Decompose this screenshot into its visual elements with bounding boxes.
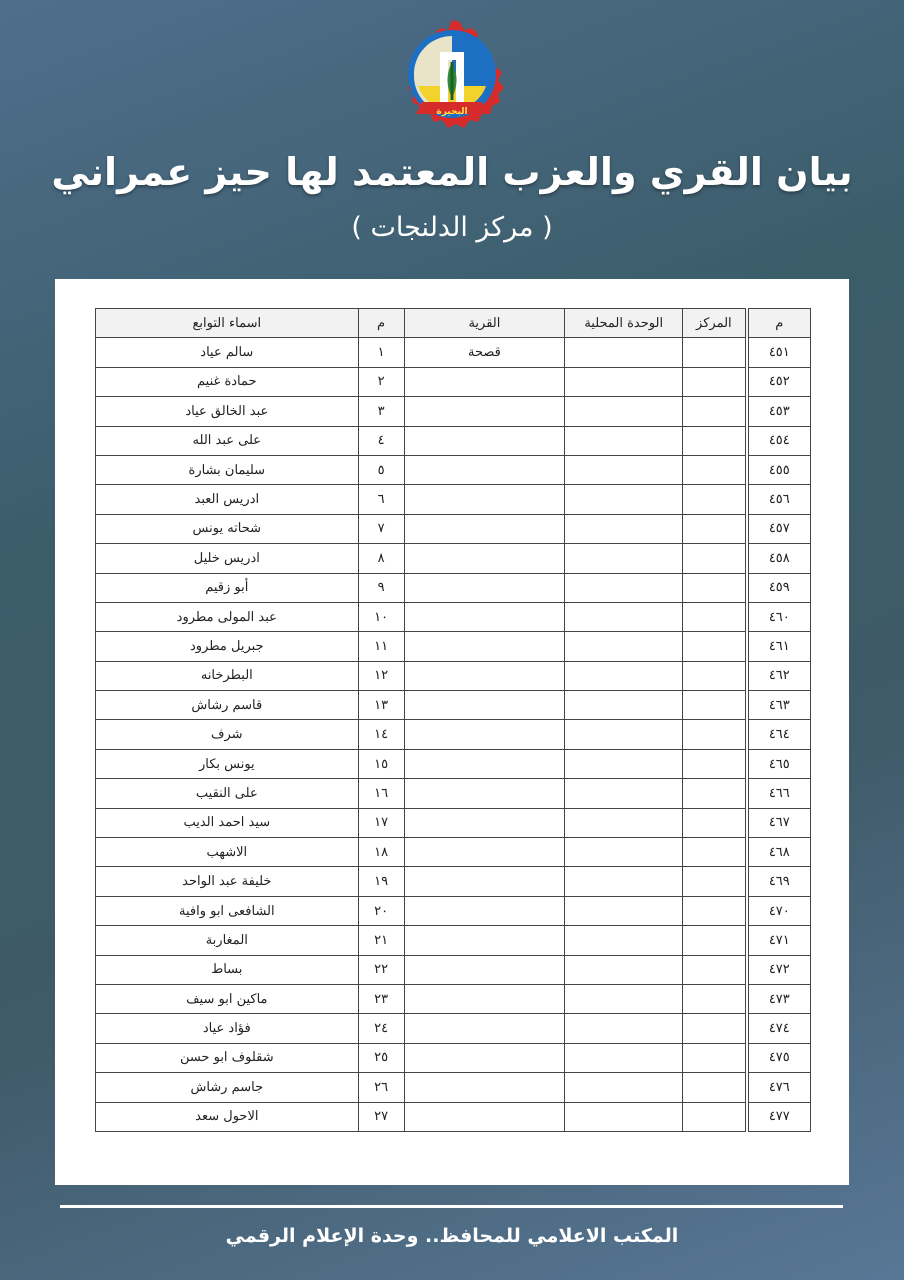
local-unit-cell xyxy=(565,1043,683,1072)
table-row xyxy=(96,632,811,661)
local-unit-cell xyxy=(565,514,683,543)
local-unit-cell xyxy=(565,367,683,396)
hamlet-cell: جبريل مطرود xyxy=(96,632,359,661)
index-cell: ٩ xyxy=(358,573,404,602)
hamlet-cell: عبد الخالق عياد xyxy=(96,397,359,426)
index-cell: ١٦ xyxy=(358,779,404,808)
footer-credit: المكتب الاعلامي للمحافظ.. وحدة الإعلام الرقمي xyxy=(225,1225,679,1247)
table-row xyxy=(96,691,811,720)
village-cell xyxy=(404,749,565,778)
serial-cell: ٤٦٨ xyxy=(747,838,811,867)
table-row xyxy=(96,1073,811,1102)
index-cell: ٢ xyxy=(358,367,404,396)
table-row xyxy=(96,1102,811,1131)
governorate-logo xyxy=(392,16,512,136)
hamlet-cell: المغاربة xyxy=(96,926,359,955)
local-unit-cell xyxy=(565,808,683,837)
village-cell: قصحة xyxy=(404,338,565,367)
table-header-row xyxy=(96,309,811,338)
hamlet-cell: ادريس العبد xyxy=(96,485,359,514)
hamlet-cell: الاشهب xyxy=(96,838,359,867)
local-unit-cell xyxy=(565,632,683,661)
table-row xyxy=(96,926,811,955)
center-cell xyxy=(683,544,747,573)
center-cell xyxy=(683,1102,747,1131)
local-unit-cell xyxy=(565,926,683,955)
table-row xyxy=(96,896,811,925)
hamlet-cell: البطرخانه xyxy=(96,661,359,690)
serial-cell: ٤٥٢ xyxy=(747,367,811,396)
table-row xyxy=(96,602,811,631)
village-cell xyxy=(404,720,565,749)
center-cell xyxy=(683,896,747,925)
center-cell xyxy=(683,1073,747,1102)
local-unit-cell xyxy=(565,602,683,631)
col-header-serial: م xyxy=(747,309,811,338)
local-unit-cell xyxy=(565,984,683,1013)
index-cell: ٥ xyxy=(358,455,404,484)
index-cell: ٢٣ xyxy=(358,984,404,1013)
center-cell xyxy=(683,808,747,837)
village-cell xyxy=(404,955,565,984)
center-cell xyxy=(683,485,747,514)
logo-text: البحيرة xyxy=(436,107,468,117)
village-cell xyxy=(404,544,565,573)
col-header-village: القرية xyxy=(404,309,565,338)
local-unit-cell xyxy=(565,1102,683,1131)
serial-cell: ٤٥٤ xyxy=(747,426,811,455)
index-cell: ٢٥ xyxy=(358,1043,404,1072)
page-title: بيان القري والعزب المعتمد لها حيز عمراني xyxy=(51,150,853,194)
serial-cell: ٤٧٤ xyxy=(747,1014,811,1043)
center-cell xyxy=(683,455,747,484)
index-cell: ١ xyxy=(358,338,404,367)
hamlet-cell: بساط xyxy=(96,955,359,984)
village-cell xyxy=(404,1102,565,1131)
page-subtitle: ( مركز الدلنجات ) xyxy=(351,212,553,243)
village-cell xyxy=(404,661,565,690)
hamlet-cell: ادريس خليل xyxy=(96,544,359,573)
hamlet-cell: يونس بكار xyxy=(96,749,359,778)
col-header-local-unit: الوحدة المحلية xyxy=(565,309,683,338)
hamlet-cell: الاحول سعد xyxy=(96,1102,359,1131)
col-header-hamlets: اسماء التوابع xyxy=(96,309,359,338)
center-cell xyxy=(683,632,747,661)
village-cell xyxy=(404,896,565,925)
serial-cell: ٤٧٣ xyxy=(747,984,811,1013)
table-row xyxy=(96,573,811,602)
col-header-index: م xyxy=(358,309,404,338)
col-header-center: المركز xyxy=(683,309,747,338)
table-row xyxy=(96,397,811,426)
center-cell xyxy=(683,955,747,984)
index-cell: ٢٦ xyxy=(358,1073,404,1102)
table-row xyxy=(96,426,811,455)
index-cell: ٧ xyxy=(358,514,404,543)
hamlet-cell: سالم عياد xyxy=(96,338,359,367)
village-cell xyxy=(404,602,565,631)
serial-cell: ٤٦٧ xyxy=(747,808,811,837)
center-cell xyxy=(683,573,747,602)
center-cell xyxy=(683,749,747,778)
local-unit-cell xyxy=(565,867,683,896)
village-cell xyxy=(404,632,565,661)
index-cell: ١٣ xyxy=(358,691,404,720)
index-cell: ٢٠ xyxy=(358,896,404,925)
local-unit-cell xyxy=(565,661,683,690)
table-row xyxy=(96,955,811,984)
index-cell: ١١ xyxy=(358,632,404,661)
village-cell xyxy=(404,838,565,867)
village-cell xyxy=(404,426,565,455)
index-cell: ٢٢ xyxy=(358,955,404,984)
index-cell: ١٢ xyxy=(358,661,404,690)
index-cell: ٨ xyxy=(358,544,404,573)
index-cell: ٣ xyxy=(358,397,404,426)
village-cell xyxy=(404,808,565,837)
table-row xyxy=(96,984,811,1013)
serial-cell: ٤٧٦ xyxy=(747,1073,811,1102)
serial-cell: ٤٥٧ xyxy=(747,514,811,543)
hamlet-cell: جاسم رشاش xyxy=(96,1073,359,1102)
local-unit-cell xyxy=(565,544,683,573)
village-cell xyxy=(404,779,565,808)
center-cell xyxy=(683,1043,747,1072)
center-cell xyxy=(683,720,747,749)
table-row xyxy=(96,338,811,367)
center-cell xyxy=(683,338,747,367)
serial-cell: ٤٦٥ xyxy=(747,749,811,778)
center-cell xyxy=(683,514,747,543)
table-row xyxy=(96,808,811,837)
table-row xyxy=(96,544,811,573)
center-cell xyxy=(683,691,747,720)
table-row xyxy=(96,1014,811,1043)
hamlet-cell: سليمان بشارة xyxy=(96,455,359,484)
village-cell xyxy=(404,867,565,896)
village-cell xyxy=(404,397,565,426)
local-unit-cell xyxy=(565,779,683,808)
local-unit-cell xyxy=(565,485,683,514)
index-cell: ٢١ xyxy=(358,926,404,955)
village-cell xyxy=(404,514,565,543)
center-cell xyxy=(683,984,747,1013)
serial-cell: ٤٥٨ xyxy=(747,544,811,573)
local-unit-cell xyxy=(565,955,683,984)
serial-cell: ٤٦١ xyxy=(747,632,811,661)
village-cell xyxy=(404,367,565,396)
index-cell: ١٨ xyxy=(358,838,404,867)
index-cell: ٤ xyxy=(358,426,404,455)
index-cell: ١٧ xyxy=(358,808,404,837)
hamlet-cell: سيد احمد الديب xyxy=(96,808,359,837)
local-unit-cell xyxy=(565,573,683,602)
hamlet-cell: قاسم رشاش xyxy=(96,691,359,720)
hamlet-cell: الشافعى ابو وافية xyxy=(96,896,359,925)
center-cell xyxy=(683,367,747,396)
table-row xyxy=(96,867,811,896)
table-row xyxy=(96,838,811,867)
center-cell xyxy=(683,1014,747,1043)
serial-cell: ٤٧٠ xyxy=(747,896,811,925)
serial-cell: ٤٧٥ xyxy=(747,1043,811,1072)
serial-cell: ٤٥٦ xyxy=(747,485,811,514)
serial-cell: ٤٦٢ xyxy=(747,661,811,690)
hamlet-cell: عبد المولى مطرود xyxy=(96,602,359,631)
serial-cell: ٤٦٠ xyxy=(747,602,811,631)
village-cell xyxy=(404,1043,565,1072)
index-cell: ٦ xyxy=(358,485,404,514)
serial-cell: ٤٥٩ xyxy=(747,573,811,602)
serial-cell: ٤٦٤ xyxy=(747,720,811,749)
village-cell xyxy=(404,455,565,484)
serial-cell: ٤٧٧ xyxy=(747,1102,811,1131)
serial-cell: ٤٥٥ xyxy=(747,455,811,484)
serial-cell: ٤٦٣ xyxy=(747,691,811,720)
villages-table xyxy=(95,308,811,1132)
table-row xyxy=(96,749,811,778)
table-row xyxy=(96,661,811,690)
serial-cell: ٤٦٩ xyxy=(747,867,811,896)
hamlet-cell: شقلوف ابو حسن xyxy=(96,1043,359,1072)
hamlet-cell: خليفة عبد الواحد xyxy=(96,867,359,896)
index-cell: ١٤ xyxy=(358,720,404,749)
serial-cell: ٤٦٦ xyxy=(747,779,811,808)
hamlet-cell: أبو زقيم xyxy=(96,573,359,602)
table-row xyxy=(96,514,811,543)
hamlet-cell: حمادة غنيم xyxy=(96,367,359,396)
local-unit-cell xyxy=(565,838,683,867)
footer-divider xyxy=(60,1205,843,1208)
hamlet-cell: فؤاد عياد xyxy=(96,1014,359,1043)
local-unit-cell xyxy=(565,691,683,720)
local-unit-cell xyxy=(565,720,683,749)
center-cell xyxy=(683,926,747,955)
hamlet-cell: شرف xyxy=(96,720,359,749)
hamlet-cell: ماكين ابو سيف xyxy=(96,984,359,1013)
village-cell xyxy=(404,1073,565,1102)
index-cell: ٢٤ xyxy=(358,1014,404,1043)
table-row xyxy=(96,485,811,514)
serial-cell: ٤٧١ xyxy=(747,926,811,955)
index-cell: ١٥ xyxy=(358,749,404,778)
center-cell xyxy=(683,426,747,455)
local-unit-cell xyxy=(565,338,683,367)
center-cell xyxy=(683,867,747,896)
index-cell: ٢٧ xyxy=(358,1102,404,1131)
center-cell xyxy=(683,779,747,808)
center-cell xyxy=(683,602,747,631)
local-unit-cell xyxy=(565,426,683,455)
village-cell xyxy=(404,1014,565,1043)
village-cell xyxy=(404,926,565,955)
serial-cell: ٤٥٣ xyxy=(747,397,811,426)
center-cell xyxy=(683,838,747,867)
table-row xyxy=(96,779,811,808)
local-unit-cell xyxy=(565,1014,683,1043)
table-row xyxy=(96,367,811,396)
hamlet-cell: على النقيب xyxy=(96,779,359,808)
local-unit-cell xyxy=(565,896,683,925)
hamlet-cell: على عبد الله xyxy=(96,426,359,455)
table-body xyxy=(96,338,811,1132)
village-cell xyxy=(404,691,565,720)
village-cell xyxy=(404,984,565,1013)
local-unit-cell xyxy=(565,749,683,778)
serial-cell: ٤٧٢ xyxy=(747,955,811,984)
table-row xyxy=(96,455,811,484)
center-cell xyxy=(683,661,747,690)
village-cell xyxy=(404,573,565,602)
table-row xyxy=(96,720,811,749)
serial-cell: ٤٥١ xyxy=(747,338,811,367)
index-cell: ١٩ xyxy=(358,867,404,896)
local-unit-cell xyxy=(565,455,683,484)
center-cell xyxy=(683,397,747,426)
local-unit-cell xyxy=(565,397,683,426)
document-sheet xyxy=(55,279,849,1185)
hamlet-cell: شحاته يونس xyxy=(96,514,359,543)
local-unit-cell xyxy=(565,1073,683,1102)
index-cell: ١٠ xyxy=(358,602,404,631)
village-cell xyxy=(404,485,565,514)
table-row xyxy=(96,1043,811,1072)
